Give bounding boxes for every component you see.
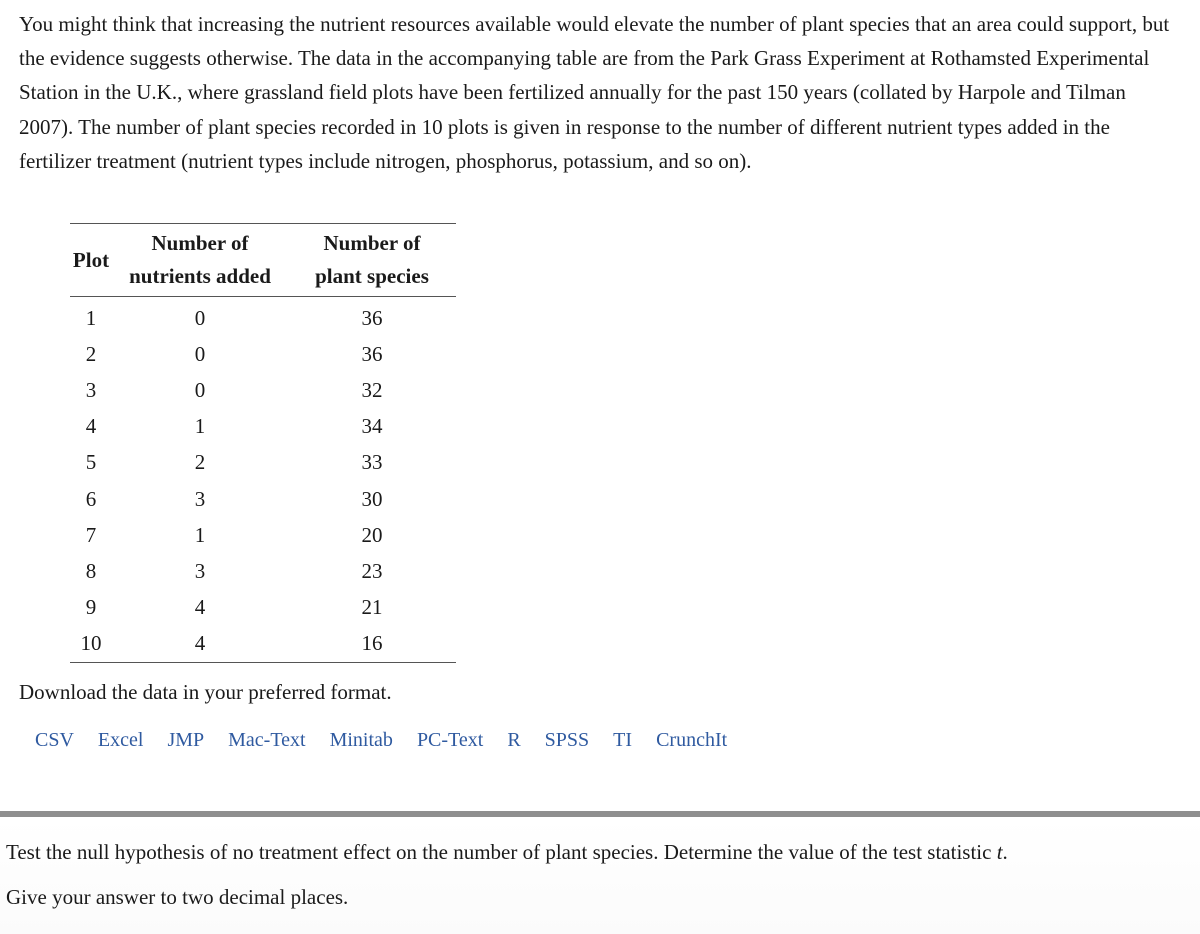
- download-link-csv[interactable]: CSV: [35, 729, 74, 751]
- download-link-crunchit[interactable]: CrunchIt: [656, 729, 728, 751]
- header-nutrients: [112, 224, 288, 297]
- download-link-mac-text[interactable]: Mac-Text: [228, 729, 306, 751]
- instruction-text: Give your answer to two decimal places.: [6, 885, 349, 909]
- download-link-minitab[interactable]: Minitab: [329, 729, 393, 751]
- header-species: [288, 224, 456, 297]
- download-link-jmp[interactable]: JMP: [167, 729, 205, 751]
- cell-species: 36: [361, 341, 383, 366]
- cell-nutrients: 1: [194, 522, 206, 547]
- table-row: [70, 409, 456, 445]
- header-plot: Plot: [72, 247, 110, 272]
- table-row: [70, 372, 456, 408]
- cell-nutrients: 4: [194, 631, 206, 656]
- cell-plot: 4: [85, 414, 97, 439]
- table-row: [70, 553, 456, 589]
- download-prompt: Download the data in your preferred format.: [19, 680, 392, 704]
- cell-species: 20: [361, 522, 383, 547]
- cell-plot: 3: [85, 377, 97, 402]
- download-link-excel[interactable]: Excel: [97, 729, 144, 751]
- cell-species: 32: [361, 377, 383, 402]
- download-links: [35, 729, 751, 752]
- question-panel: [0, 817, 1200, 934]
- cell-species: 30: [361, 486, 383, 511]
- download-link-spss[interactable]: SPSS: [544, 729, 590, 751]
- cell-plot: 7: [85, 522, 97, 547]
- cell-nutrients: 1: [194, 414, 206, 439]
- cell-plot: 8: [85, 558, 97, 583]
- table-row: [70, 336, 456, 372]
- cell-species: 33: [361, 450, 383, 475]
- header-nutrients-line2: nutrients added: [129, 264, 271, 288]
- cell-nutrients: 0: [194, 377, 206, 402]
- cell-nutrients: 3: [194, 558, 206, 583]
- table-row: [70, 445, 456, 481]
- header-species-line2: plant species: [315, 264, 429, 288]
- cell-species: 16: [361, 631, 383, 656]
- question-text: Test the null hypothesis of no treatment effect on the number of plant species. Determine the value of the test statistic t.: [6, 840, 1008, 864]
- cell-nutrients: 2: [194, 450, 206, 475]
- cell-nutrients: 3: [194, 486, 206, 511]
- cell-nutrients: 0: [194, 305, 206, 330]
- cell-plot: 10: [80, 631, 102, 656]
- download-link-pc-text[interactable]: PC-Text: [416, 729, 484, 751]
- cell-species: 23: [361, 558, 383, 583]
- header-nutrients-line1: Number of: [151, 231, 249, 255]
- cell-species: 34: [361, 414, 383, 439]
- download-link-r[interactable]: R: [507, 729, 521, 751]
- cell-plot: 5: [85, 450, 97, 475]
- table-row: [70, 626, 456, 663]
- cell-plot: 6: [85, 486, 97, 511]
- table-row: [70, 590, 456, 626]
- variable-t: t: [996, 840, 1003, 864]
- table-header-row: [70, 224, 456, 297]
- cell-plot: 2: [85, 341, 97, 366]
- cell-species: 36: [361, 305, 383, 330]
- intro-paragraph: You might think that increasing the nutrient resources available would elevate the number of plant species that an area could support, but the evidence suggests otherwise. The data in the accompanying table are from the Park Grass Experiment at Rothamsted Experimental Station in the U.K., where grassland field plots have been fertilized annually for the past 150 years (collated by Harpole and Tilman 2007). The number of plant species recorded in 10 plots is given in response to the number of different nutrient types added in the fertilizer treatment (nutrient types include nitrogen, phosphorus, potassium, and so on).: [19, 12, 1170, 173]
- data-table: [70, 223, 456, 663]
- cell-species: 21: [361, 595, 383, 620]
- cell-plot: 9: [85, 595, 97, 620]
- cell-nutrients: 0: [194, 341, 206, 366]
- table-body: [70, 297, 456, 663]
- cell-nutrients: 4: [194, 595, 206, 620]
- cell-plot: 1: [85, 305, 97, 330]
- table-row: [70, 481, 456, 517]
- table-row: [70, 297, 456, 337]
- header-species-line1: Number of: [323, 231, 421, 255]
- download-link-ti[interactable]: TI: [613, 729, 633, 751]
- table-row: [70, 517, 456, 553]
